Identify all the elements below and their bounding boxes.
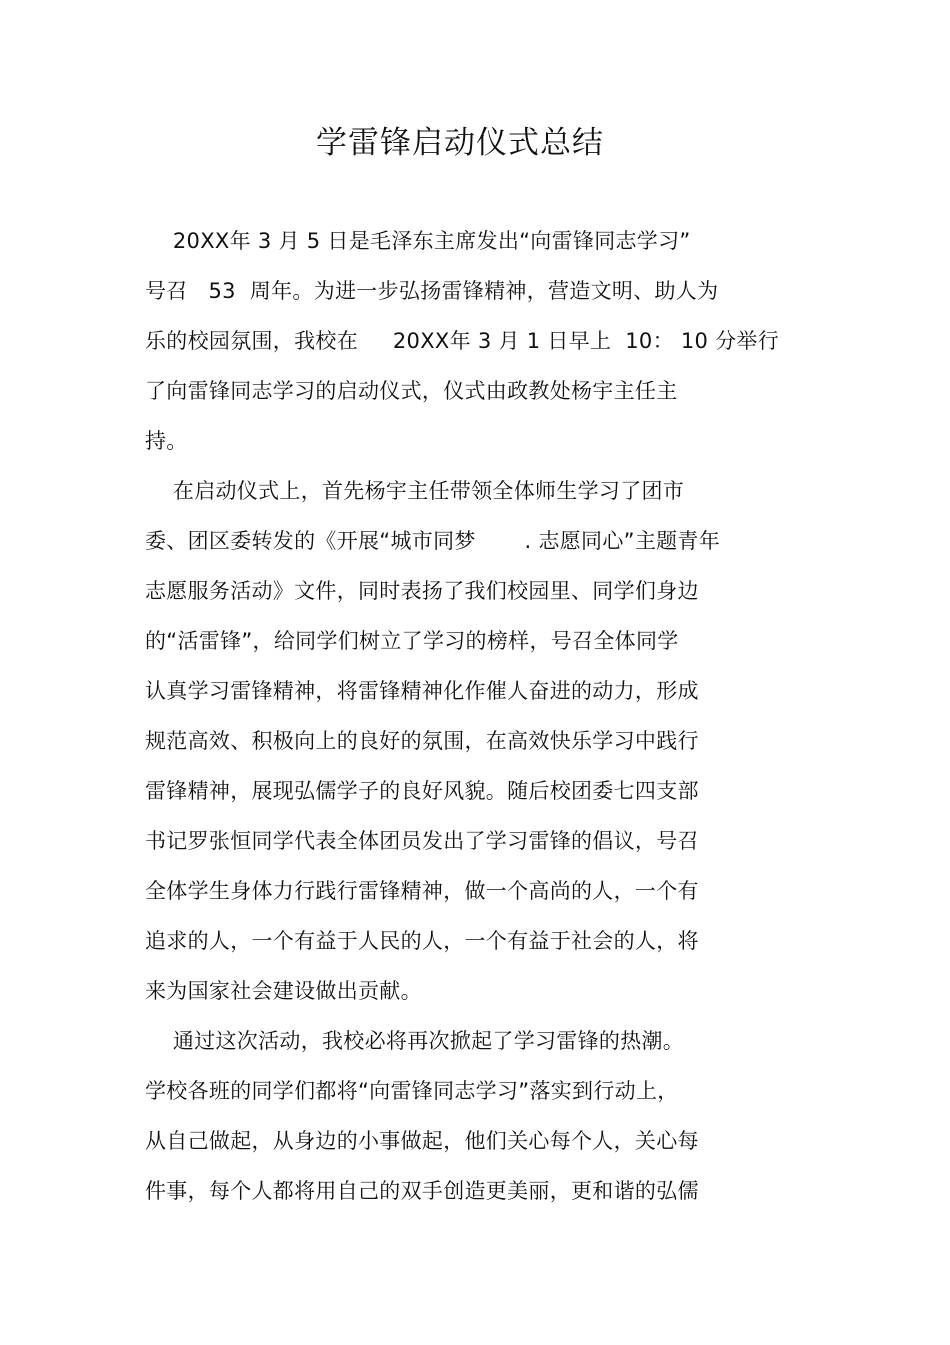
- body-line: 了向雷锋同志学习的启动仪式，仪式由政教处杨宇主任主: [145, 379, 678, 403]
- document-title: 学雷锋启动仪式总结: [316, 125, 604, 161]
- body-line: 通过这次活动，我校必将再次掀起了学习雷锋的热潮。: [145, 1029, 685, 1053]
- body-line: 来为国家社会建设做出贡献。: [145, 979, 422, 1003]
- body-line: 认真学习雷锋精神，将雷锋精神化作催人奋进的动力，形成: [145, 679, 699, 703]
- body-line: 20XX年 3 月 5 日是毛泽东主席发出“向雷锋同志学习”: [145, 229, 691, 253]
- body-line: 持。: [145, 429, 188, 453]
- body-line: 书记罗张恒同学代表全体团员发出了学习雷锋的倡议，号召: [145, 829, 699, 853]
- body-line: 号召 53 周年。为进一步弘扬雷锋精神，营造文明、助人为: [145, 279, 719, 303]
- body-line: 全体学生身体力行践行雷锋精神，做一个高尚的人，一个有: [145, 879, 699, 903]
- body-line: 从自己做起，从身边的小事做起，他们关心每个人，关心每: [145, 1129, 699, 1153]
- body-line: 追求的人，一个有益于人民的人，一个有益于社会的人，将: [145, 929, 699, 953]
- body-line: 志愿服务活动》文件，同时表扬了我们校园里、同学们身边: [145, 579, 699, 603]
- body-line: 的“活雷锋”，给同学们树立了学习的榜样，号召全体同学: [145, 629, 679, 653]
- body-line: 乐的校园氛围，我校在 20XX年 3 月 1 日早上 10： 10 分举行: [145, 329, 780, 353]
- body-line: 规范高效、积极向上的良好的氛围，在高效快乐学习中践行: [145, 729, 699, 753]
- body-line: 件事，每个人都将用自己的双手创造更美丽，更和谐的弘儒: [145, 1179, 699, 1203]
- body-line: 雷锋精神，展现弘儒学子的良好风貌。随后校团委七四支部: [145, 779, 699, 803]
- body-line: 学校各班的同学们都将“向雷锋同志学习”落实到行动上，: [145, 1079, 679, 1103]
- body-line: 委、团区委转发的《开展“城市同梦 . 志愿同心”主题青年: [145, 529, 721, 553]
- body-line: 在启动仪式上，首先杨宇主任带领全体师生学习了团市: [145, 479, 685, 503]
